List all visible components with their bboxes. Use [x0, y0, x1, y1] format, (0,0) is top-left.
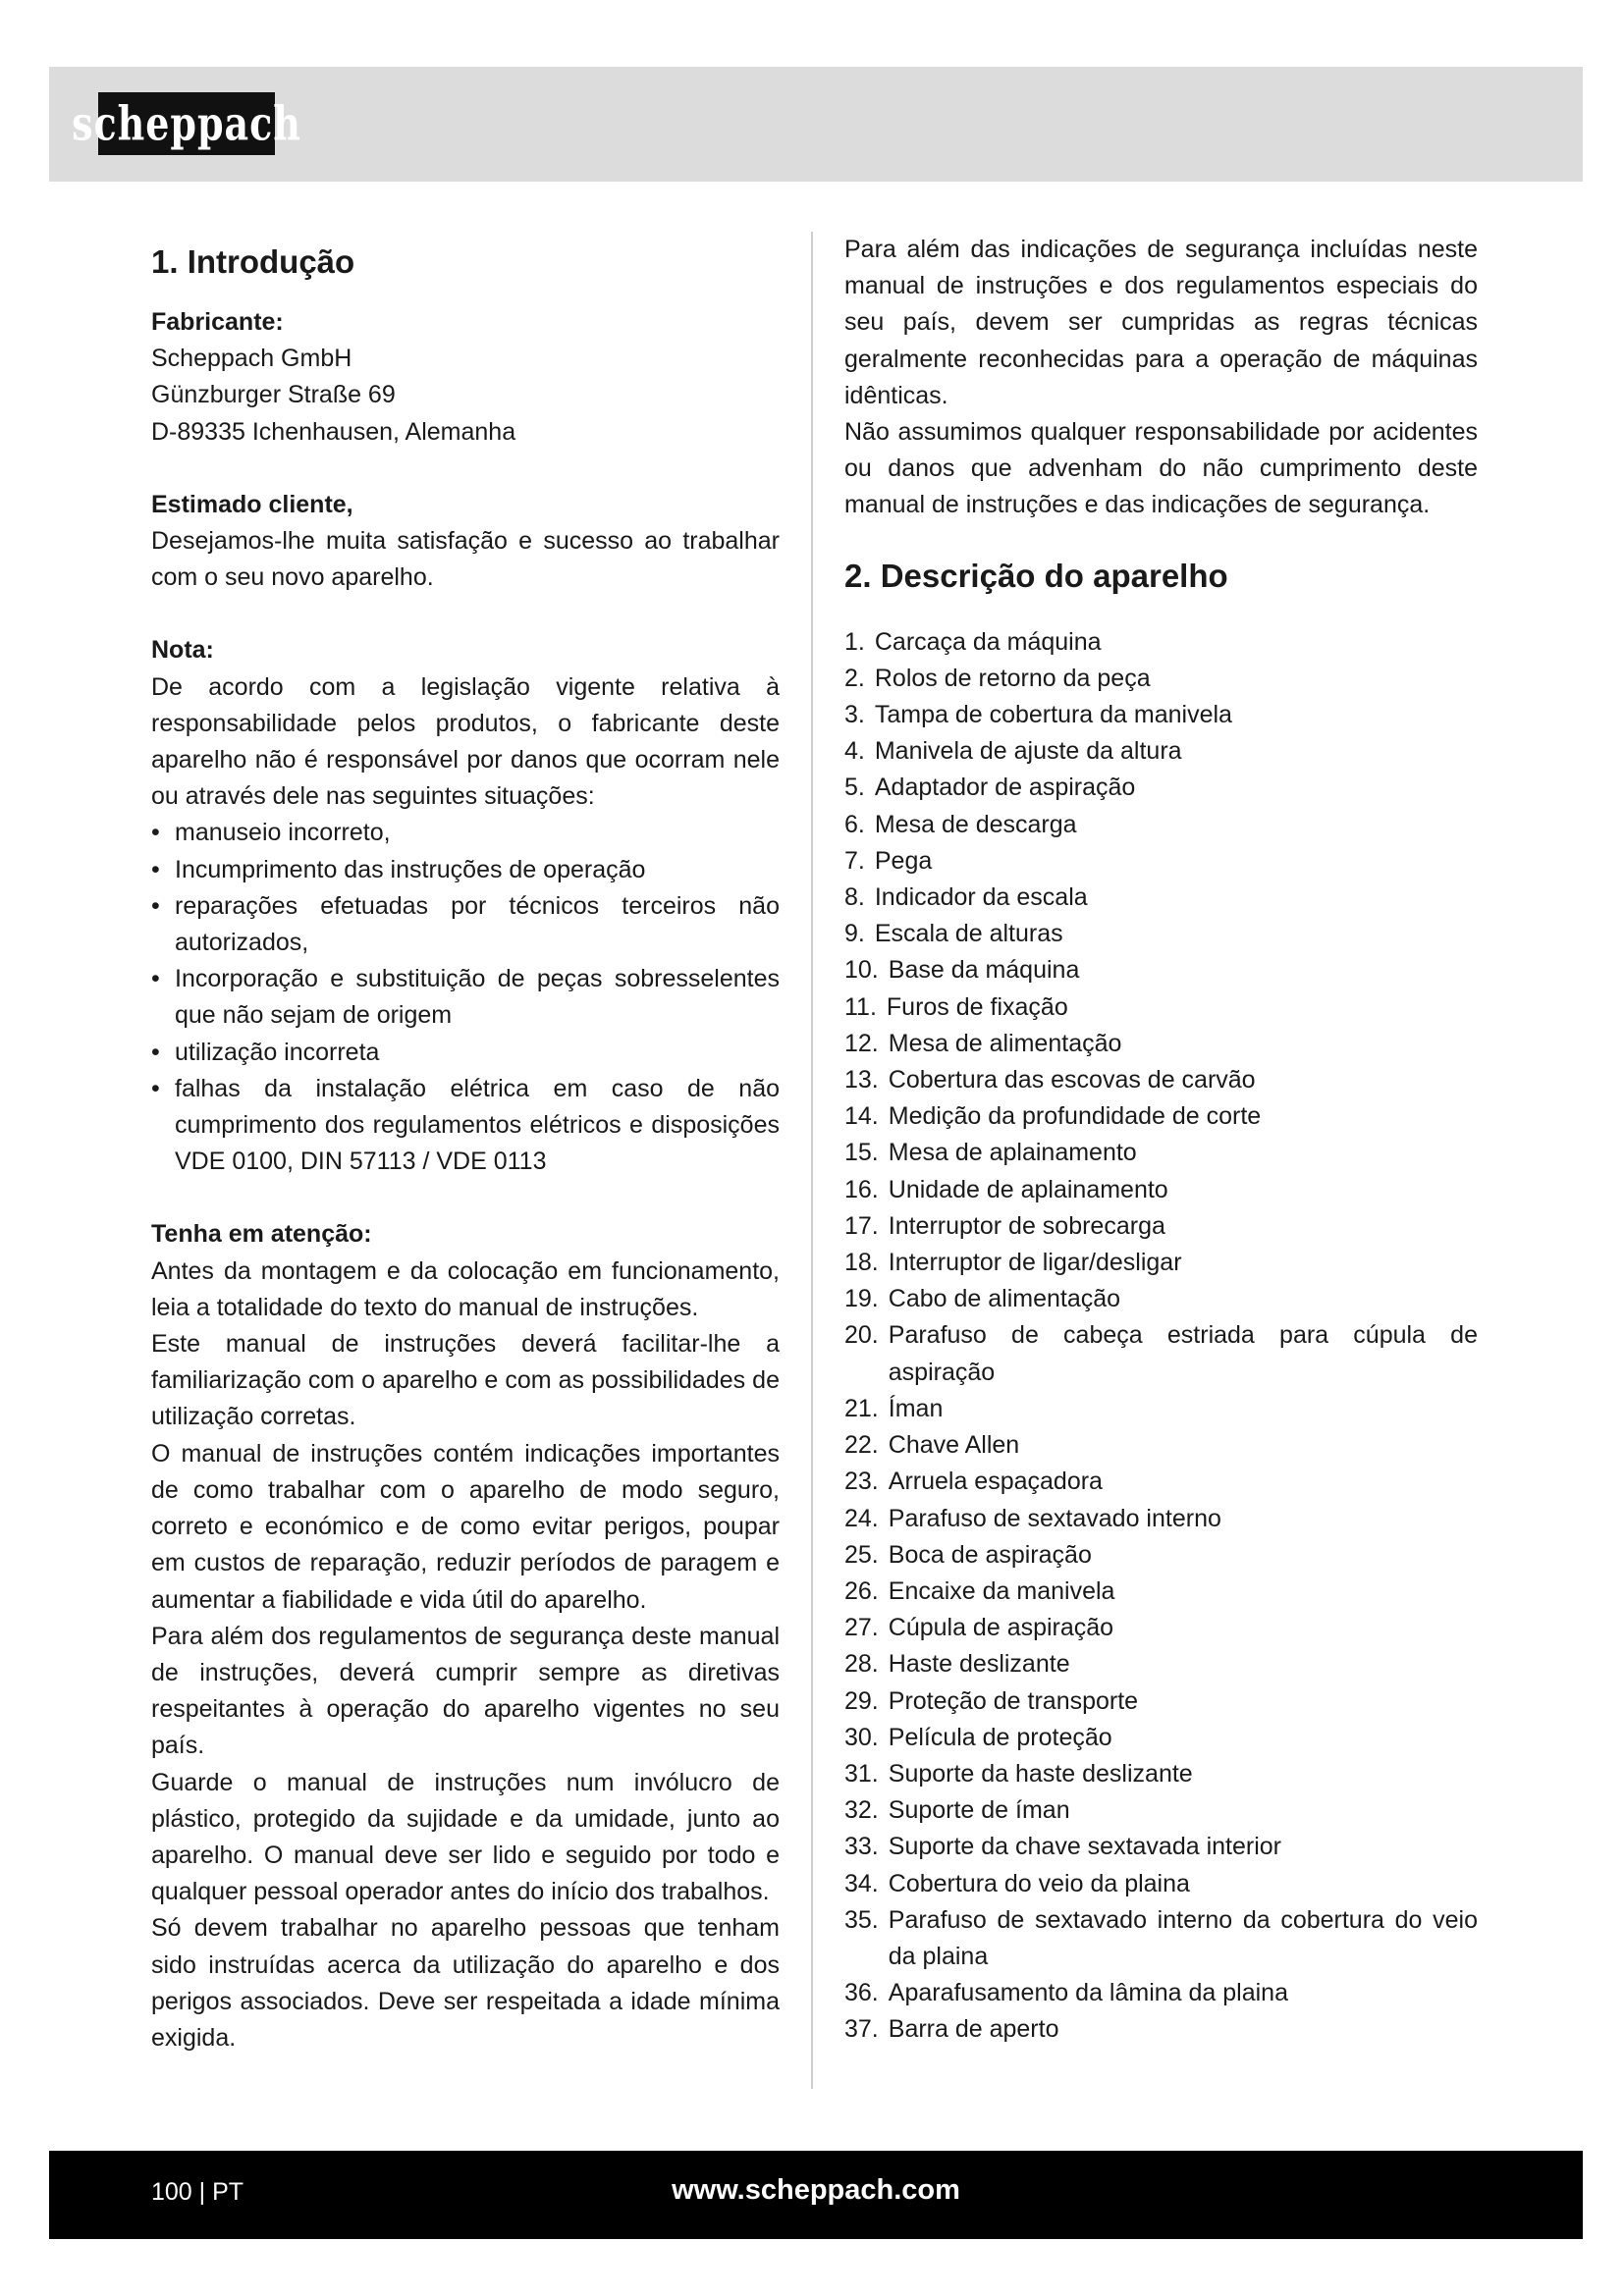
part-item — [844, 989, 1478, 1026]
part-item — [844, 1792, 1478, 1829]
part-item — [844, 1172, 1478, 1208]
part-label: Encaixe da manivela — [888, 1576, 1115, 1605]
part-label: Furos de fixação — [886, 992, 1068, 1021]
part-label: Suporte de íman — [888, 1796, 1070, 1825]
part-number: 15. — [844, 1139, 879, 1167]
part-item — [844, 952, 1478, 988]
part-number: 6. — [844, 810, 865, 838]
part-number: 22. — [844, 1431, 879, 1460]
part-item — [844, 1135, 1478, 1171]
part-number: 16. — [844, 1175, 879, 1203]
part-item — [844, 843, 1478, 880]
part-item — [844, 2011, 1478, 2048]
part-label: Suporte da chave sextavada interior — [888, 1833, 1282, 1861]
part-label: Mesa de alimentação — [888, 1029, 1122, 1057]
column-divider — [811, 232, 813, 2089]
part-number: 21. — [844, 1394, 879, 1422]
left-column — [151, 232, 780, 2056]
part-item — [844, 1683, 1478, 1720]
part-label: Parafuso de cabeça estriada para cúpula de aspiração — [888, 1321, 1478, 1386]
part-number: 10. — [844, 956, 879, 985]
part-label: Barra de aperto — [888, 2015, 1059, 2044]
part-label: Parafuso de sextavado interno — [888, 1504, 1221, 1532]
part-label: Mesa de aplainamento — [888, 1139, 1137, 1167]
list-item: • Incorporação e substituição de peças sobresselentes que não sejam de origem — [151, 965, 780, 1030]
attention-paragraph: Só devem trabalhar no aparelho pessoas que tenham sido instruídas acerca da utilização do aparelho e dos perigos associados. Deve ser respeitada a idade mínima exigida. — [151, 1914, 780, 2052]
part-item — [844, 697, 1478, 733]
part-number: 24. — [844, 1504, 879, 1532]
part-label: Indicador da escala — [874, 883, 1088, 912]
part-number: 30. — [844, 1723, 879, 1751]
part-label: Película de proteção — [888, 1723, 1112, 1751]
part-label: Interruptor de sobrecarga — [888, 1211, 1165, 1240]
part-label: Pega — [874, 846, 933, 875]
part-number: 4. — [844, 737, 865, 766]
part-label: Arruela espaçadora — [888, 1468, 1103, 1496]
part-number: 25. — [844, 1540, 879, 1569]
part-item — [844, 1026, 1478, 1062]
part-item — [844, 1902, 1478, 1975]
page-number: 100 | PT — [151, 2178, 244, 2206]
part-label: Cabo de alimentação — [888, 1285, 1121, 1313]
part-number: 26. — [844, 1576, 879, 1605]
part-label: Íman — [888, 1394, 944, 1422]
part-number: 3. — [844, 701, 865, 729]
logo-text: scheppach — [72, 95, 301, 151]
liability-bullet-list — [151, 815, 780, 1180]
part-item — [844, 1574, 1478, 1610]
list-item: • manuseio incorreto, — [151, 819, 391, 847]
part-number: 19. — [844, 1285, 879, 1313]
part-number: 11. — [844, 992, 877, 1021]
part-item — [844, 1975, 1478, 2011]
part-number: 32. — [844, 1796, 879, 1825]
part-number: 18. — [844, 1249, 879, 1277]
part-item — [844, 1720, 1478, 1756]
section-title-introduction: 1. Introdução — [151, 243, 355, 280]
safety-paragraph: Para além das indicações de segurança incluídas neste manual de instruções e dos regulamentos especiais do seu país, devem ser cumpridas as regras técnicas geralmente reconhecidas para a operação de máquinas idênticas. — [844, 236, 1478, 409]
manufacturer-line: Günzburger Straße 69 — [151, 381, 396, 409]
list-item: • utilização incorreta — [151, 1038, 380, 1066]
attention-paragraph: Para além dos regulamentos de segurança deste manual de instruções, deverá cumprir sempre as diretivas respeitantes à operação do aparelho vigentes no seu país. — [151, 1622, 780, 1760]
part-number: 8. — [844, 883, 865, 912]
header-bar — [49, 67, 1583, 182]
part-label: Cobertura do veio da plaina — [888, 1869, 1190, 1897]
part-item — [844, 1646, 1478, 1682]
part-item — [844, 1245, 1478, 1281]
part-item — [844, 733, 1478, 770]
section-title-description: 2. Descrição do aparelho — [844, 557, 1228, 594]
part-number: 1. — [844, 627, 865, 656]
part-label: Cúpula de aspiração — [888, 1614, 1114, 1642]
part-number: 13. — [844, 1066, 879, 1095]
part-label: Aparafusamento da lâmina da plaina — [888, 1979, 1288, 2007]
attention-heading: Tenha em atenção: — [151, 1220, 372, 1249]
part-label: Medição da profundidade de corte — [888, 1102, 1262, 1131]
part-label: Parafuso de sextavado interno da cobertura do veio da plaina — [888, 1905, 1478, 1970]
part-number: 14. — [844, 1102, 879, 1131]
list-item: • Incumprimento das instruções de operação — [151, 855, 646, 883]
part-label: Manivela de ajuste da altura — [874, 737, 1182, 766]
manufacturer-line: Scheppach GmbH — [151, 345, 352, 373]
part-label: Unidade de aplainamento — [888, 1175, 1168, 1203]
part-number: 31. — [844, 1759, 879, 1788]
right-column — [844, 232, 1478, 2049]
manufacturer-line: D-89335 Ichenhausen, Alemanha — [151, 417, 516, 446]
part-number: 20. — [844, 1321, 879, 1350]
part-item — [844, 1501, 1478, 1537]
part-item — [844, 1427, 1478, 1464]
part-number: 23. — [844, 1468, 879, 1496]
part-number: 37. — [844, 2015, 879, 2044]
part-item — [844, 1756, 1478, 1792]
part-item — [844, 1098, 1478, 1135]
part-item — [844, 661, 1478, 697]
parts-list — [844, 624, 1478, 2049]
part-item — [844, 1464, 1478, 1500]
part-number: 29. — [844, 1686, 879, 1715]
part-number: 7. — [844, 846, 865, 875]
attention-paragraph: Antes da montagem e da colocação em funcionamento, leia a totalidade do texto do manual de instruções. — [151, 1256, 780, 1321]
part-item — [844, 1281, 1478, 1317]
note-heading: Nota: — [151, 636, 214, 665]
part-label: Base da máquina — [888, 956, 1080, 985]
part-label: Haste deslizante — [888, 1650, 1070, 1679]
part-item — [844, 1062, 1478, 1098]
liability-paragraph: Não assumimos qualquer responsabilidade por acidentes ou danos que advenham do não cumprimento deste manual de instruções e das indicações de segurança. — [844, 418, 1478, 519]
list-item: • falhas da instalação elétrica em caso de não cumprimento dos regulamentos elétricos e disposições VDE 0100, DIN 57113 / VDE 0113 — [151, 1074, 780, 1176]
part-number: 9. — [844, 920, 865, 948]
part-label: Mesa de descarga — [874, 810, 1077, 838]
part-number: 17. — [844, 1211, 879, 1240]
part-label: Proteção de transporte — [888, 1686, 1139, 1715]
scheppach-logo — [72, 92, 301, 155]
part-label: Adaptador de aspiração — [874, 774, 1136, 802]
website-link[interactable]: www.scheppach.com — [672, 2174, 960, 2206]
part-item — [844, 1208, 1478, 1245]
part-number: 12. — [844, 1029, 879, 1057]
customer-heading: Estimado cliente, — [151, 490, 353, 518]
attention-paragraph: Guarde o manual de instruções num invólucro de plástico, protegido da sujidade e da umidade, junto ao aparelho. O manual deve ser lido e seguido por todo e qualquer pessoal operador antes do início dos trabalhos. — [151, 1768, 780, 1906]
part-item — [844, 1391, 1478, 1427]
manufacturer-heading: Fabricante: — [151, 308, 284, 336]
part-label: Rolos de retorno da peça — [874, 664, 1151, 692]
part-label: Chave Allen — [888, 1431, 1020, 1460]
note-text: De acordo com a legislação vigente relativa à responsabilidade pelos produtos, o fabricante deste aparelho não é responsável por danos que ocorram nele ou através dele nas seguintes situações: — [151, 672, 780, 811]
part-number: 5. — [844, 774, 865, 802]
part-number: 36. — [844, 1979, 879, 2007]
part-number: 35. — [844, 1905, 879, 1934]
part-item — [844, 1866, 1478, 1902]
part-item — [844, 1317, 1478, 1390]
part-label: Suporte da haste deslizante — [888, 1759, 1193, 1788]
attention-paragraph: O manual de instruções contém indicações importantes de como trabalhar com o aparelho de modo seguro, correto e económico e de como evitar perigos, poupar em custos de reparação, reduzir períodos de paragem e aumentar a fiabilidade e vida útil do aparelho. — [151, 1439, 780, 1614]
part-label: Escala de alturas — [874, 920, 1063, 948]
list-item: • reparações efetuadas por técnicos terceiros não autorizados, — [151, 891, 780, 957]
part-item — [844, 916, 1478, 952]
part-number: 33. — [844, 1833, 879, 1861]
part-label: Cobertura das escovas de carvão — [888, 1066, 1256, 1095]
part-number: 2. — [844, 664, 865, 692]
part-item — [844, 624, 1478, 661]
part-item — [844, 770, 1478, 806]
part-item — [844, 880, 1478, 916]
part-number: 34. — [844, 1869, 879, 1897]
footer-bar — [49, 2151, 1583, 2239]
part-item — [844, 1537, 1478, 1574]
part-number: 28. — [844, 1650, 879, 1679]
part-label: Boca de aspiração — [888, 1540, 1092, 1569]
part-label: Carcaça da máquina — [874, 627, 1102, 656]
part-label: Interruptor de ligar/desligar — [888, 1249, 1182, 1277]
part-number: 27. — [844, 1614, 879, 1642]
customer-text: Desejamos-lhe muita satisfação e sucesso ao trabalhar com o seu novo aparelho. — [151, 527, 780, 592]
part-label: Tampa de cobertura da manivela — [874, 701, 1232, 729]
part-item — [844, 1829, 1478, 1865]
attention-paragraph: Este manual de instruções deverá facilitar-lhe a familiarização com o aparelho e com as possibilidades de utilização corretas. — [151, 1330, 780, 1431]
part-item — [844, 1610, 1478, 1646]
part-item — [844, 807, 1478, 843]
